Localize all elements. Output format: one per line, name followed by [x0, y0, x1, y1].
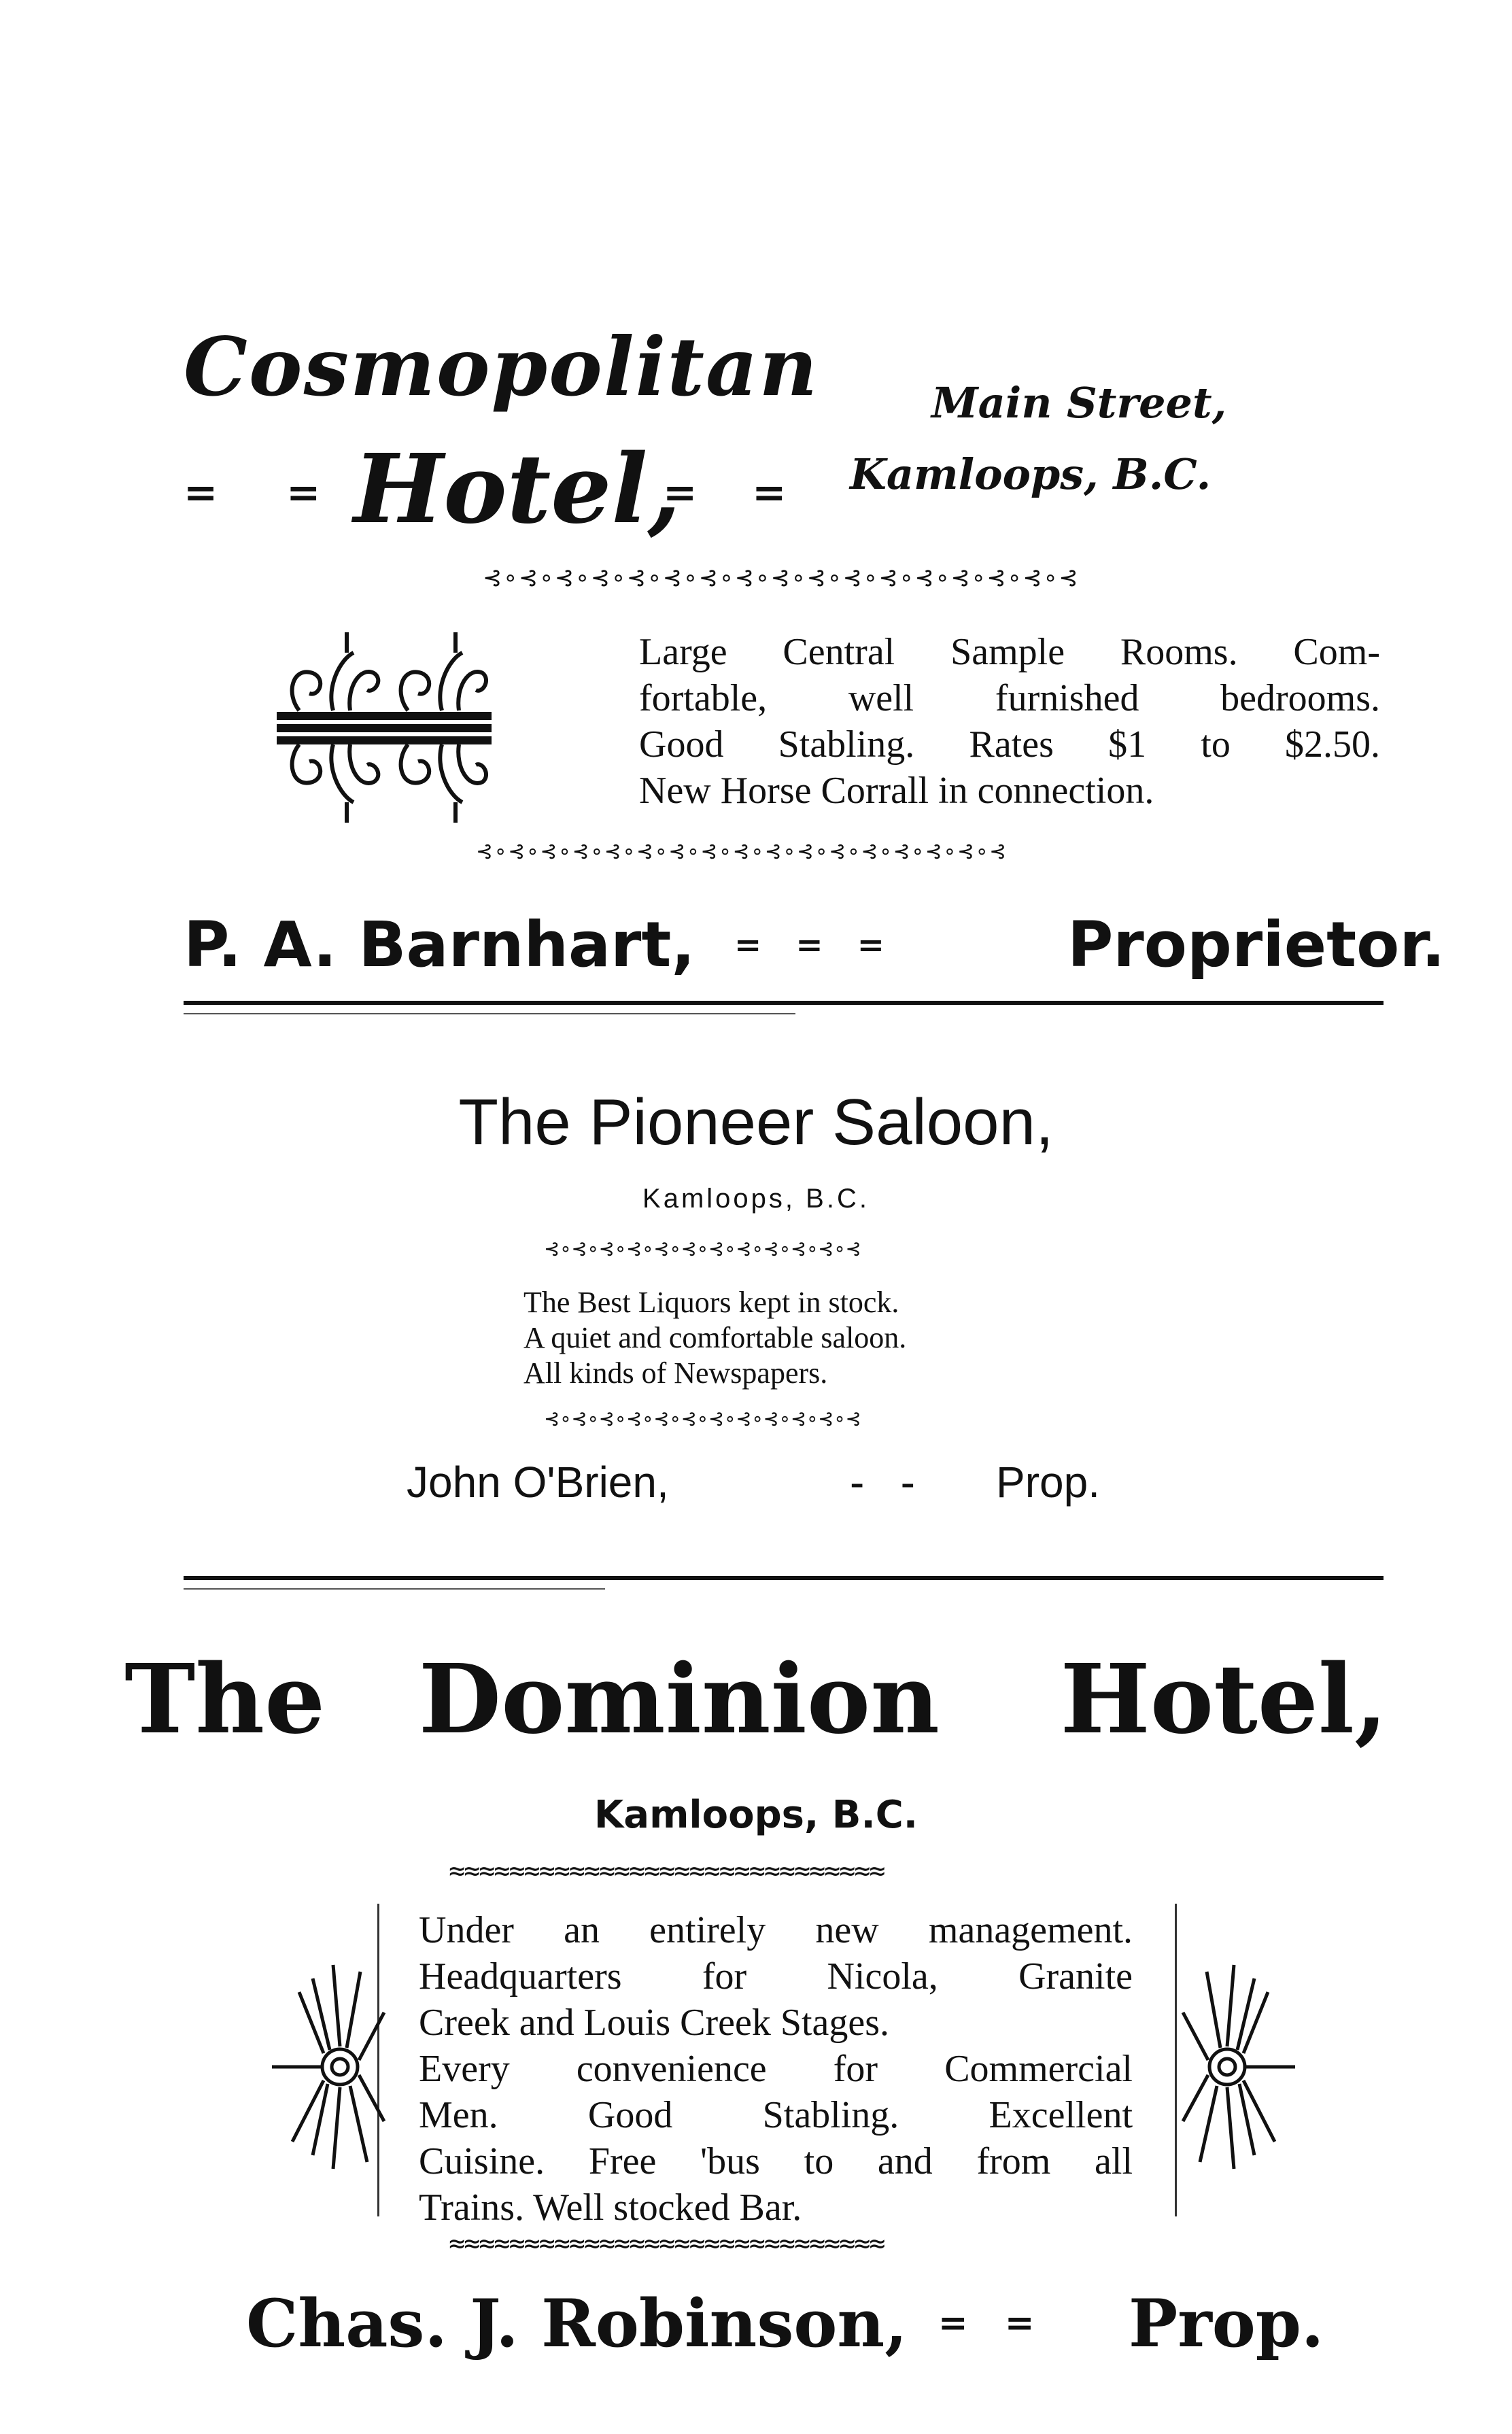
dominion-ornament-bottom: ≈≈≈≈≈≈≈≈≈≈≈≈≈≈≈≈≈≈≈≈≈≈≈≈≈≈≈≈≈: [449, 2229, 884, 2259]
pioneer-description-line-2: A quiet and comfortable saloon.: [523, 1321, 907, 1354]
dominion-title-dominion: Dominion: [418, 1644, 940, 1755]
dominion-title-hotel: Hotel,: [1060, 1644, 1388, 1755]
dominion-description-line-7: Trains. Well stocked Bar.: [419, 2187, 802, 2229]
sunburst-spiral-icon: [265, 1951, 388, 2182]
cosmopolitan-dash-right: = =: [663, 469, 807, 517]
dominion-description-line-3: Creek and Louis Creek Stages.: [419, 2002, 890, 2044]
cosmopolitan-description-line-4: New Horse Corrall in connection.: [639, 770, 1154, 812]
dominion-title: [0, 1642, 1512, 1758]
cosmopolitan-ornament-top: ⊰∘⊰∘⊰∘⊰∘⊰∘⊰∘⊰∘⊰∘⊰∘⊰∘⊰∘⊰∘⊰∘⊰∘⊰∘⊰∘⊰: [483, 564, 1080, 592]
dominion-ornament-top: ≈≈≈≈≈≈≈≈≈≈≈≈≈≈≈≈≈≈≈≈≈≈≈≈≈≈≈≈≈: [449, 1856, 884, 1886]
pioneer-ornament-top: ⊰∘⊰∘⊰∘⊰∘⊰∘⊰∘⊰∘⊰∘⊰∘⊰∘⊰∘⊰: [544, 1237, 861, 1260]
dominion-description-line-4: Every convenience for Commercial: [419, 2048, 1133, 2090]
pioneer-location: Kamloops, B.C.: [642, 1184, 870, 1214]
dominion-location: Kamloops, B.C.: [594, 1793, 918, 1837]
section-divider-2: [184, 1576, 1384, 1580]
section-divider-1: [184, 1001, 1384, 1005]
dominion-description-line-6: Cuisine. Free 'bus to and from all: [419, 2140, 1133, 2182]
cosmopolitan-proprietor-name: P. A. Barnhart,: [184, 908, 695, 981]
pioneer-description-line-1: The Best Liquors kept in stock.: [523, 1286, 899, 1319]
cosmopolitan-description-line-3: Good Stabling. Rates $1 to $2.50.: [639, 723, 1380, 766]
dominion-description-line-2: Headquarters for Nicola, Granite: [419, 1955, 1133, 1998]
dominion-right-rule: [1175, 1904, 1177, 2216]
section-divider-2-shadow: [184, 1588, 605, 1590]
pioneer-proprietor-title: Prop.: [996, 1458, 1100, 1507]
cosmopolitan-proprietor-dashes: = = =: [734, 926, 884, 964]
art-nouveau-scroll-icon: [272, 625, 496, 829]
cosmopolitan-title-line2: Hotel,: [354, 434, 681, 545]
pioneer-description: [523, 1285, 1040, 1391]
cosmopolitan-proprietor-title: Proprietor.: [1067, 908, 1445, 981]
section-divider-1-shadow: [184, 1013, 795, 1014]
dominion-proprietor-title: Prop.: [1129, 2285, 1324, 2362]
dominion-title-the: The: [124, 1644, 326, 1755]
cosmopolitan-address-line2: Kamloops, B.C.: [850, 449, 1212, 499]
cosmopolitan-description-line-1: Large Central Sample Rooms. Com-: [639, 631, 1380, 673]
dominion-proprietor-dashes: = =: [938, 2302, 1035, 2344]
dominion-description-line-5: Men. Good Stabling. Excellent: [419, 2094, 1133, 2136]
pioneer-description-line-3: All kinds of Newspapers.: [523, 1356, 828, 1390]
cosmopolitan-address-line1: Main Street,: [931, 378, 1227, 428]
cosmopolitan-description: [639, 629, 1380, 814]
cosmopolitan-dash-left: = =: [184, 469, 348, 517]
dominion-description: [419, 1907, 1133, 2231]
dominion-description-line-1: Under an entirely new management.: [419, 1909, 1133, 1951]
cosmopolitan-description-line-2: fortable, well furnished bedrooms.: [639, 677, 1380, 719]
sunburst-spiral-icon: [1180, 1951, 1302, 2182]
cosmopolitan-title-line1: Cosmopolitan: [184, 320, 819, 414]
pioneer-proprietor-name: John O'Brien,: [407, 1458, 669, 1507]
dominion-proprietor-name: Chas. J. Robinson,: [246, 2285, 908, 2362]
pioneer-proprietor-dashes: - -: [850, 1458, 915, 1507]
cosmopolitan-ornament-bottom: ⊰∘⊰∘⊰∘⊰∘⊰∘⊰∘⊰∘⊰∘⊰∘⊰∘⊰∘⊰∘⊰∘⊰∘⊰∘⊰∘⊰: [476, 840, 1008, 863]
pioneer-title: The Pioneer Saloon,: [458, 1086, 1054, 1159]
pioneer-ornament-bottom: ⊰∘⊰∘⊰∘⊰∘⊰∘⊰∘⊰∘⊰∘⊰∘⊰∘⊰∘⊰: [544, 1407, 861, 1430]
